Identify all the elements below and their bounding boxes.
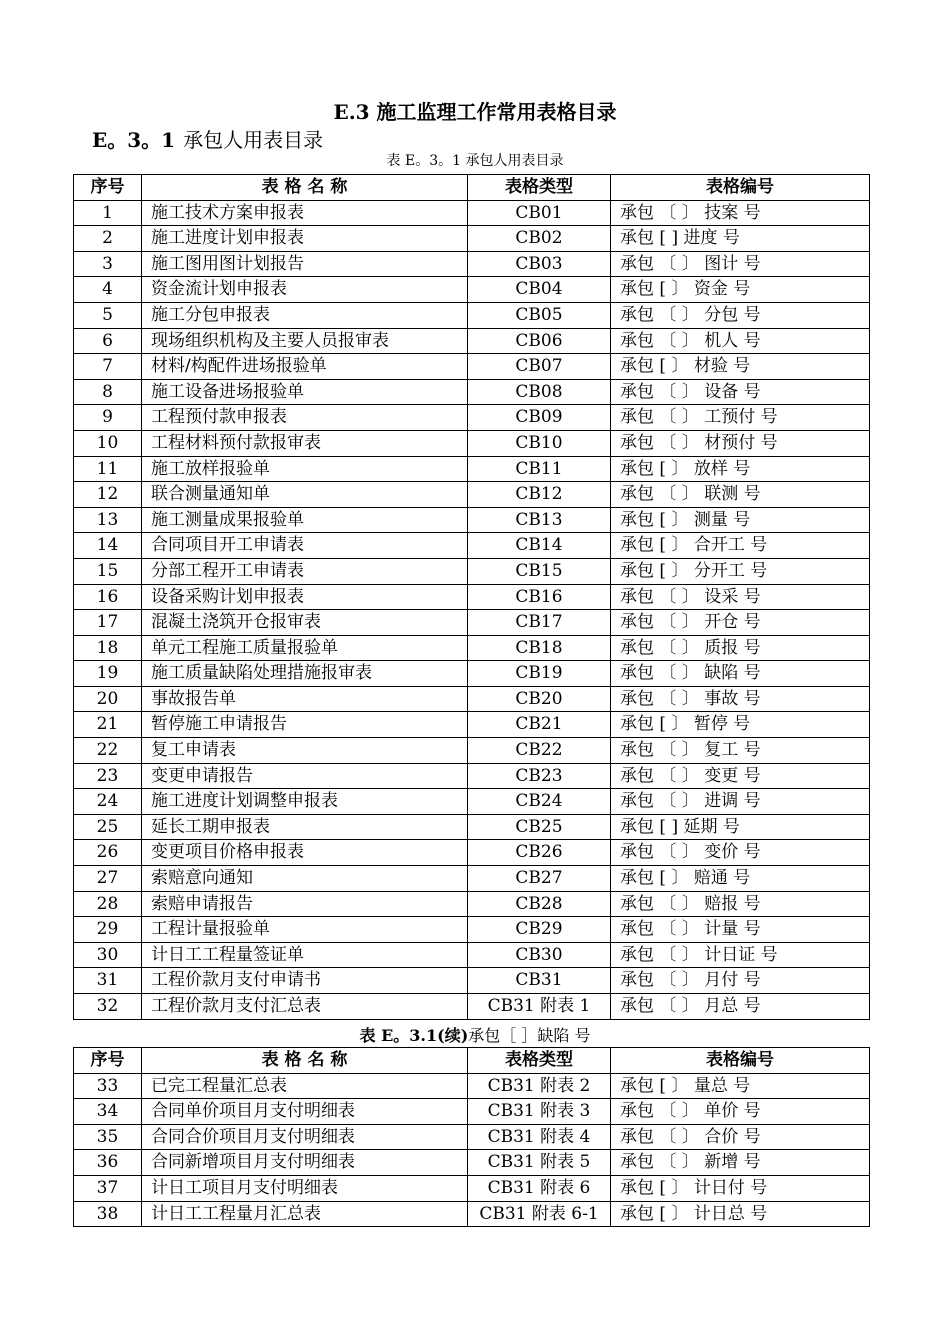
form-type: CB31 附表 5	[468, 1150, 611, 1176]
row-number: 3	[74, 251, 142, 277]
form-code: 承包 〔 〕 变更 号	[611, 763, 870, 789]
form-name: 变更申请报告	[142, 763, 468, 789]
row-number: 8	[74, 379, 142, 405]
form-type: CB31 附表 3	[468, 1099, 611, 1125]
table-row	[74, 891, 870, 917]
form-type: CB06	[468, 328, 611, 354]
form-type: CB14	[468, 533, 611, 559]
catalog-table-body	[74, 200, 870, 1019]
form-name: 合同单价项目月支付明细表	[142, 1099, 468, 1125]
section-heading	[92, 124, 323, 153]
form-code: 承包 [ ] 进度 号	[611, 226, 870, 252]
table-row	[74, 1124, 870, 1150]
form-name: 施工进度计划调整申报表	[142, 789, 468, 815]
form-type: CB13	[468, 507, 611, 533]
form-name: 施工技术方案申报表	[142, 200, 468, 226]
form-code: 承包 [ 〕 资金 号	[611, 277, 870, 303]
page-title: E.3 施工监理工作常用表格目录	[333, 100, 617, 124]
header-type: 表格类型	[468, 1048, 611, 1074]
form-name: 施工进度计划申报表	[142, 226, 468, 252]
form-code: 承包 〔 〕 设备 号	[611, 379, 870, 405]
row-number: 11	[74, 456, 142, 482]
form-type: CB31 附表 6	[468, 1175, 611, 1201]
row-number: 13	[74, 507, 142, 533]
table-row	[74, 942, 870, 968]
row-number: 35	[74, 1124, 142, 1150]
row-number: 12	[74, 482, 142, 508]
table-row	[74, 712, 870, 738]
header-name: 表 格 名 称	[142, 1048, 468, 1074]
form-code: 承包 [ 〕 计日总 号	[611, 1201, 870, 1227]
form-type: CB19	[468, 661, 611, 687]
form-code: 承包 〔 〕 图计 号	[611, 251, 870, 277]
table-row	[74, 610, 870, 636]
header-no: 序号	[74, 175, 142, 201]
table-row	[74, 482, 870, 508]
form-name: 索赔申请报告	[142, 891, 468, 917]
row-number: 32	[74, 994, 142, 1020]
form-name: 分部工程开工申请表	[142, 558, 468, 584]
table-row	[74, 251, 870, 277]
row-number: 17	[74, 610, 142, 636]
form-code: 承包 〔 〕 复工 号	[611, 738, 870, 764]
row-number: 15	[74, 558, 142, 584]
form-code: 承包 〔 〕 计量 号	[611, 917, 870, 943]
table-row	[74, 1175, 870, 1201]
row-number: 25	[74, 814, 142, 840]
section-number: E。3。1	[92, 128, 176, 152]
form-name: 索赔意向通知	[142, 866, 468, 892]
form-name: 联合测量通知单	[142, 482, 468, 508]
table-row	[74, 840, 870, 866]
table-caption: 表 E。3。1 承包人用表目录	[386, 153, 564, 169]
form-code: 承包 〔 〕 事故 号	[611, 686, 870, 712]
table-row	[74, 661, 870, 687]
table-row	[74, 379, 870, 405]
form-name: 材料/构配件进场报验单	[142, 354, 468, 380]
catalog-table-continued	[73, 1047, 870, 1227]
row-number: 18	[74, 635, 142, 661]
form-type: CB09	[468, 405, 611, 431]
form-name: 施工质量缺陷处理措施报审表	[142, 661, 468, 687]
table-row	[74, 533, 870, 559]
table-row	[74, 1073, 870, 1099]
form-name: 设备采购计划申报表	[142, 584, 468, 610]
row-number: 1	[74, 200, 142, 226]
row-number: 2	[74, 226, 142, 252]
form-code: 承包 〔 〕 开仓 号	[611, 610, 870, 636]
form-type: CB31 附表 1	[468, 994, 611, 1020]
form-code: 承包 [ 〕 赔通 号	[611, 866, 870, 892]
form-name: 合同项目开工申请表	[142, 533, 468, 559]
row-number: 7	[74, 354, 142, 380]
row-number: 20	[74, 686, 142, 712]
form-type: CB30	[468, 942, 611, 968]
table-row	[74, 584, 870, 610]
form-type: CB22	[468, 738, 611, 764]
form-code: 承包 〔 〕 赔报 号	[611, 891, 870, 917]
table-row	[74, 917, 870, 943]
form-name: 工程计量报验单	[142, 917, 468, 943]
form-name: 工程价款月支付申请书	[142, 968, 468, 994]
table-row	[74, 226, 870, 252]
header-code: 表格编号	[611, 175, 870, 201]
table-row	[74, 994, 870, 1020]
form-type: CB10	[468, 430, 611, 456]
row-number: 27	[74, 866, 142, 892]
header-name: 表 格 名 称	[142, 175, 468, 201]
table-row	[74, 1150, 870, 1176]
row-number: 16	[74, 584, 142, 610]
form-type: CB01	[468, 200, 611, 226]
form-name: 工程预付款申报表	[142, 405, 468, 431]
form-type: CB04	[468, 277, 611, 303]
row-number: 26	[74, 840, 142, 866]
form-type: CB18	[468, 635, 611, 661]
form-code: 承包 〔 〕 分包 号	[611, 302, 870, 328]
row-number: 6	[74, 328, 142, 354]
row-number: 5	[74, 302, 142, 328]
form-code: 承包 [ 〕 测量 号	[611, 507, 870, 533]
table-row	[74, 814, 870, 840]
row-number: 28	[74, 891, 142, 917]
form-type: CB15	[468, 558, 611, 584]
form-type: CB28	[468, 891, 611, 917]
form-code: 承包 〔 〕 机人 号	[611, 328, 870, 354]
table-row	[74, 1099, 870, 1125]
form-name: 混凝土浇筑开仓报审表	[142, 610, 468, 636]
form-name: 计日工项目月支付明细表	[142, 1175, 468, 1201]
section-title: 承包人用表目录	[183, 128, 324, 152]
form-type: CB12	[468, 482, 611, 508]
form-name: 变更项目价格申报表	[142, 840, 468, 866]
form-name: 事故报告单	[142, 686, 468, 712]
catalog-table-continued-body	[74, 1073, 870, 1227]
table-row	[74, 456, 870, 482]
form-code: 承包 [ 〕 暂停 号	[611, 712, 870, 738]
form-type: CB31	[468, 968, 611, 994]
continued-caption	[0, 1023, 950, 1046]
header-type: 表格类型	[468, 175, 611, 201]
form-code: 承包 〔 〕 新增 号	[611, 1150, 870, 1176]
form-name: 现场组织机构及主要人员报审表	[142, 328, 468, 354]
table-row	[74, 200, 870, 226]
row-number: 34	[74, 1099, 142, 1125]
table-row	[74, 507, 870, 533]
table-header-row	[74, 175, 870, 201]
form-code: 承包 〔 〕 设采 号	[611, 584, 870, 610]
form-type: CB29	[468, 917, 611, 943]
row-number: 22	[74, 738, 142, 764]
form-name: 施工设备进场报验单	[142, 379, 468, 405]
row-number: 10	[74, 430, 142, 456]
row-number: 9	[74, 405, 142, 431]
form-type: CB27	[468, 866, 611, 892]
continued-caption-text: 承包［ ］缺陷 号	[468, 1026, 591, 1045]
form-code: 承包 [ 〕 量总 号	[611, 1073, 870, 1099]
header-code: 表格编号	[611, 1048, 870, 1074]
form-name: 工程价款月支付汇总表	[142, 994, 468, 1020]
form-type: CB17	[468, 610, 611, 636]
form-code: 承包 [ 〕 计日付 号	[611, 1175, 870, 1201]
row-number: 21	[74, 712, 142, 738]
form-code: 承包 〔 〕 质报 号	[611, 635, 870, 661]
form-code: 承包 〔 〕 缺陷 号	[611, 661, 870, 687]
form-type: CB26	[468, 840, 611, 866]
form-name: 暂停施工申请报告	[142, 712, 468, 738]
form-code: 承包 〔 〕 计日证 号	[611, 942, 870, 968]
form-name: 复工申请表	[142, 738, 468, 764]
form-code: 承包 [ 〕 材验 号	[611, 354, 870, 380]
row-number: 24	[74, 789, 142, 815]
form-name: 已完工程量汇总表	[142, 1073, 468, 1099]
form-code: 承包 〔 〕 月总 号	[611, 994, 870, 1020]
table-row	[74, 1201, 870, 1227]
form-name: 计日工工程量月汇总表	[142, 1201, 468, 1227]
form-code: 承包 〔 〕 变价 号	[611, 840, 870, 866]
form-type: CB25	[468, 814, 611, 840]
header-no: 序号	[74, 1048, 142, 1074]
row-number: 23	[74, 763, 142, 789]
table-row	[74, 354, 870, 380]
table-row	[74, 635, 870, 661]
table-row	[74, 686, 870, 712]
form-type: CB31 附表 2	[468, 1073, 611, 1099]
form-code: 承包 〔 〕 进调 号	[611, 789, 870, 815]
form-code: 承包 〔 〕 单价 号	[611, 1099, 870, 1125]
form-code: 承包 [ 〕 分开工 号	[611, 558, 870, 584]
form-name: 合同合价项目月支付明细表	[142, 1124, 468, 1150]
row-number: 19	[74, 661, 142, 687]
form-code: 承包 [ 〕 合开工 号	[611, 533, 870, 559]
form-type: CB20	[468, 686, 611, 712]
form-name: 单元工程施工质量报验单	[142, 635, 468, 661]
form-code: 承包 〔 〕 技案 号	[611, 200, 870, 226]
row-number: 14	[74, 533, 142, 559]
row-number: 29	[74, 917, 142, 943]
table-row	[74, 277, 870, 303]
form-name: 施工分包申报表	[142, 302, 468, 328]
row-number: 38	[74, 1201, 142, 1227]
form-type: CB21	[468, 712, 611, 738]
row-number: 31	[74, 968, 142, 994]
form-code: 承包 [ 〕 放样 号	[611, 456, 870, 482]
table-row	[74, 302, 870, 328]
form-type: CB24	[468, 789, 611, 815]
form-code: 承包 〔 〕 材预付 号	[611, 430, 870, 456]
form-name: 施工放样报验单	[142, 456, 468, 482]
form-name: 施工测量成果报验单	[142, 507, 468, 533]
form-type: CB16	[468, 584, 611, 610]
form-code: 承包 〔 〕 工预付 号	[611, 405, 870, 431]
row-number: 36	[74, 1150, 142, 1176]
form-type: CB08	[468, 379, 611, 405]
table-row	[74, 405, 870, 431]
form-type: CB05	[468, 302, 611, 328]
table-row	[74, 738, 870, 764]
form-name: 施工图用图计划报告	[142, 251, 468, 277]
form-name: 资金流计划申报表	[142, 277, 468, 303]
table-row	[74, 558, 870, 584]
table-row	[74, 430, 870, 456]
form-name: 延长工期申报表	[142, 814, 468, 840]
form-code: 承包 〔 〕 月付 号	[611, 968, 870, 994]
catalog-table	[73, 174, 870, 1020]
table-row	[74, 968, 870, 994]
row-number: 37	[74, 1175, 142, 1201]
form-type: CB31 附表 6-1	[468, 1201, 611, 1227]
table-row	[74, 866, 870, 892]
form-code: 承包 〔 〕 合价 号	[611, 1124, 870, 1150]
form-type: CB23	[468, 763, 611, 789]
form-name: 合同新增项目月支付明细表	[142, 1150, 468, 1176]
row-number: 4	[74, 277, 142, 303]
form-code: 承包 〔 〕 联测 号	[611, 482, 870, 508]
form-type: CB03	[468, 251, 611, 277]
table-row	[74, 763, 870, 789]
form-type: CB02	[468, 226, 611, 252]
form-name: 工程材料预付款报审表	[142, 430, 468, 456]
form-type: CB07	[468, 354, 611, 380]
form-code: 承包 [ ] 延期 号	[611, 814, 870, 840]
continued-caption-label: 表 E。3.1(续)	[359, 1026, 469, 1045]
form-type: CB31 附表 4	[468, 1124, 611, 1150]
row-number: 33	[74, 1073, 142, 1099]
table-header-row	[74, 1048, 870, 1074]
form-name: 计日工工程量签证单	[142, 942, 468, 968]
form-type: CB11	[468, 456, 611, 482]
table-row	[74, 328, 870, 354]
table-row	[74, 789, 870, 815]
row-number: 30	[74, 942, 142, 968]
